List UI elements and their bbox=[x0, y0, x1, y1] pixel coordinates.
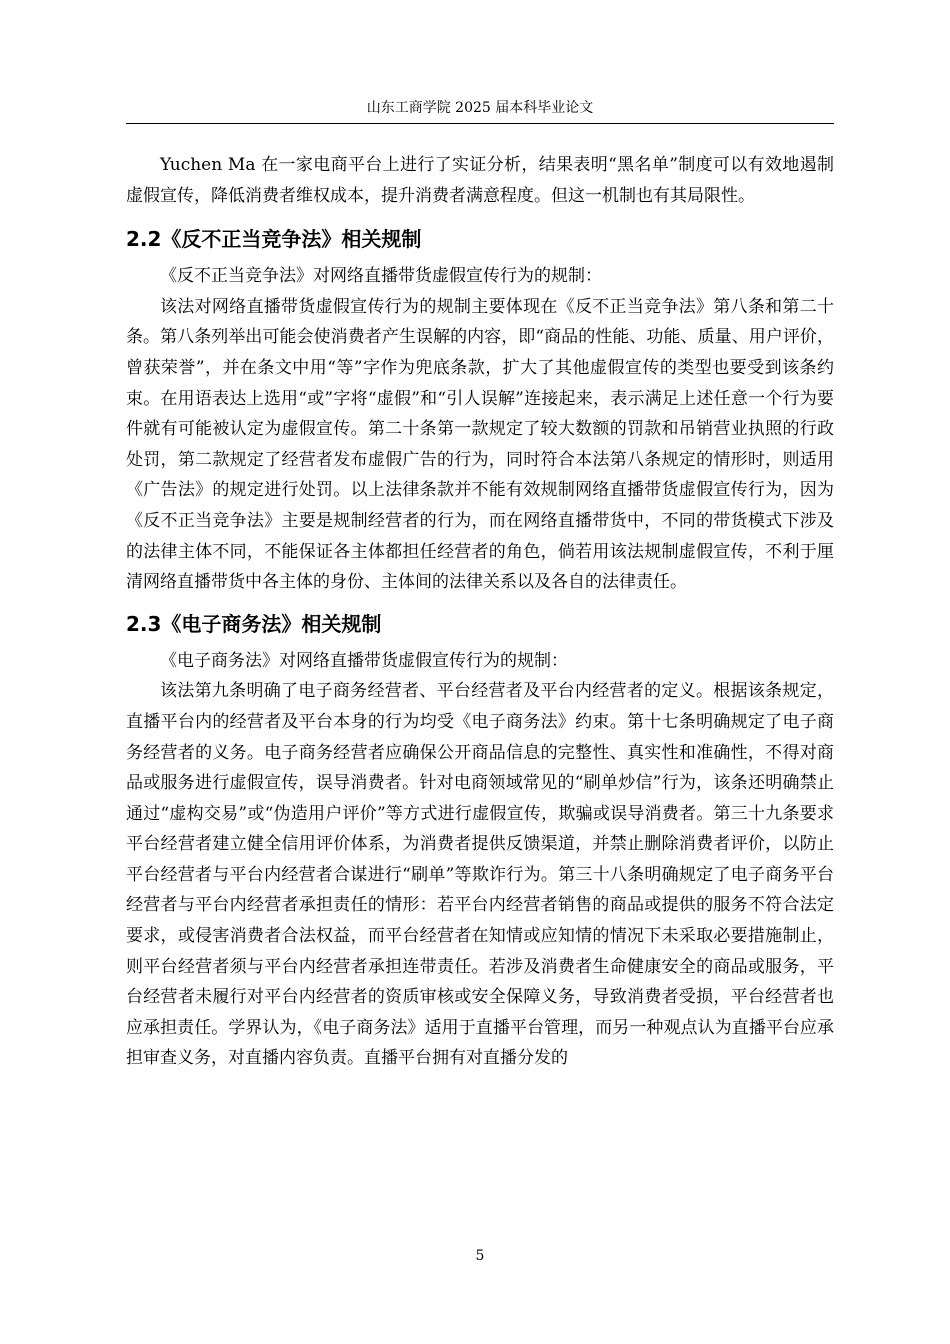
header-divider bbox=[126, 123, 834, 124]
page-body bbox=[126, 150, 834, 1074]
section-heading-2-3: 2.3《电子商务法》相关规制 bbox=[126, 611, 382, 636]
section-2-2-intro: 《反不正当竞争法》对网络直播带货虚假宣传行为的规制： bbox=[160, 266, 602, 287]
section-2-3-body: 该法第九条明确了电子商务经营者、平台经营者及平台内经营者的定义。根据该条规定，直播平台内的经营者及平台本身的行为均受《电子商务法》约束。第十七条明确规定了电子商务经营者的义务。电子商务经营者应确保公开商品信息的完整性、真实性和准确性，不得对商品或服务进行虚假宣传，误导消费者。针对电商领域常见的“刷单炒信”行为，该条还明确禁止通过“虚构交易”或“伪造用户评价”等方式进行虚假宣传，欺骗或误导消费者。第三十九条要求平台经营者建立健全信用评价体系，为消费者提供反馈渠道，并禁止删除消费者评价，以防止平台经营者与平台内经营者合谋进行“刷单”等欺诈行为。第三十八条明确规定了电子商务平台经营者与平台内经营者承担责任的情形：若平台内经营者销售的商品或提供的服务不符合法定要求，或侵害消费者合法权益，而平台经营者在知情或应知情的情况下未采取必要措施制止，则平台经营者须与平台内经营者承担连带责任。若涉及消费者生命健康安全的商品或服务，平台经营者未履行对平台内经营者的资质审核或安全保障义务，导致消费者受损，平台经营者也应承担责任。学界认为，《电子商务法》适用于直播平台管理，而另一种观点认为直播平台应承担审查义务，对直播内容负责。直播平台拥有对直播分发的 bbox=[126, 681, 834, 1069]
page-header: 山东工商学院 2025 届本科毕业论文 bbox=[366, 100, 594, 116]
section-heading-2-2: 2.2《反不正当竞争法》相关规制 bbox=[126, 227, 422, 252]
paragraph-blacklist-study: Yuchen Ma 在一家电商平台上进行了实证分析，结果表明“黑名单”制度可以有效地遏制虚假宣传，降低消费者维权成本，提升消费者满意程度。但这一机制也有其局限性。 bbox=[126, 155, 834, 206]
section-2-2-body: 该法对网络直播带货虚假宣传行为的规制主要体现在《反不正当竞争法》第八条和第二十条。第八条列举出可能会使消费者产生误解的内容，即“商品的性能、功能、质量、用户评价，曾获荣誉”，并在条文中用“等”字作为兜底条款，扩大了其他虚假宣传的类型也要受到该条约束。在用语表达上选用“或”字将“虚假”和“引人误解”连接起来，表示满足上述任意一个行为要件就有可能被认定为虚假宣传。第二十条第一款规定了较大数额的罚款和吊销营业执照的行政处罚，第二款规定了经营者发布虚假广告的行为，同时符合本法第八条规定的情形时，则适用《广告法》的规定进行处罚。以上法律条款并不能有效规制网络直播带货虚假宣传行为，因为《反不正当竞争法》主要是规制经营者的行为，而在网络直播带货中，不同的带货模式下涉及的法律主体不同，不能保证各主体都担任经营者的角色，倘若用该法规制虚假宣传，不利于厘清网络直播带货中各主体的身份、主体间的法律关系以及各自的法律责任。 bbox=[126, 296, 834, 593]
page-number: 5 bbox=[475, 1248, 485, 1264]
section-2-3-intro: 《电子商务法》对网络直播带货虚假宣传行为的规制： bbox=[160, 650, 568, 671]
